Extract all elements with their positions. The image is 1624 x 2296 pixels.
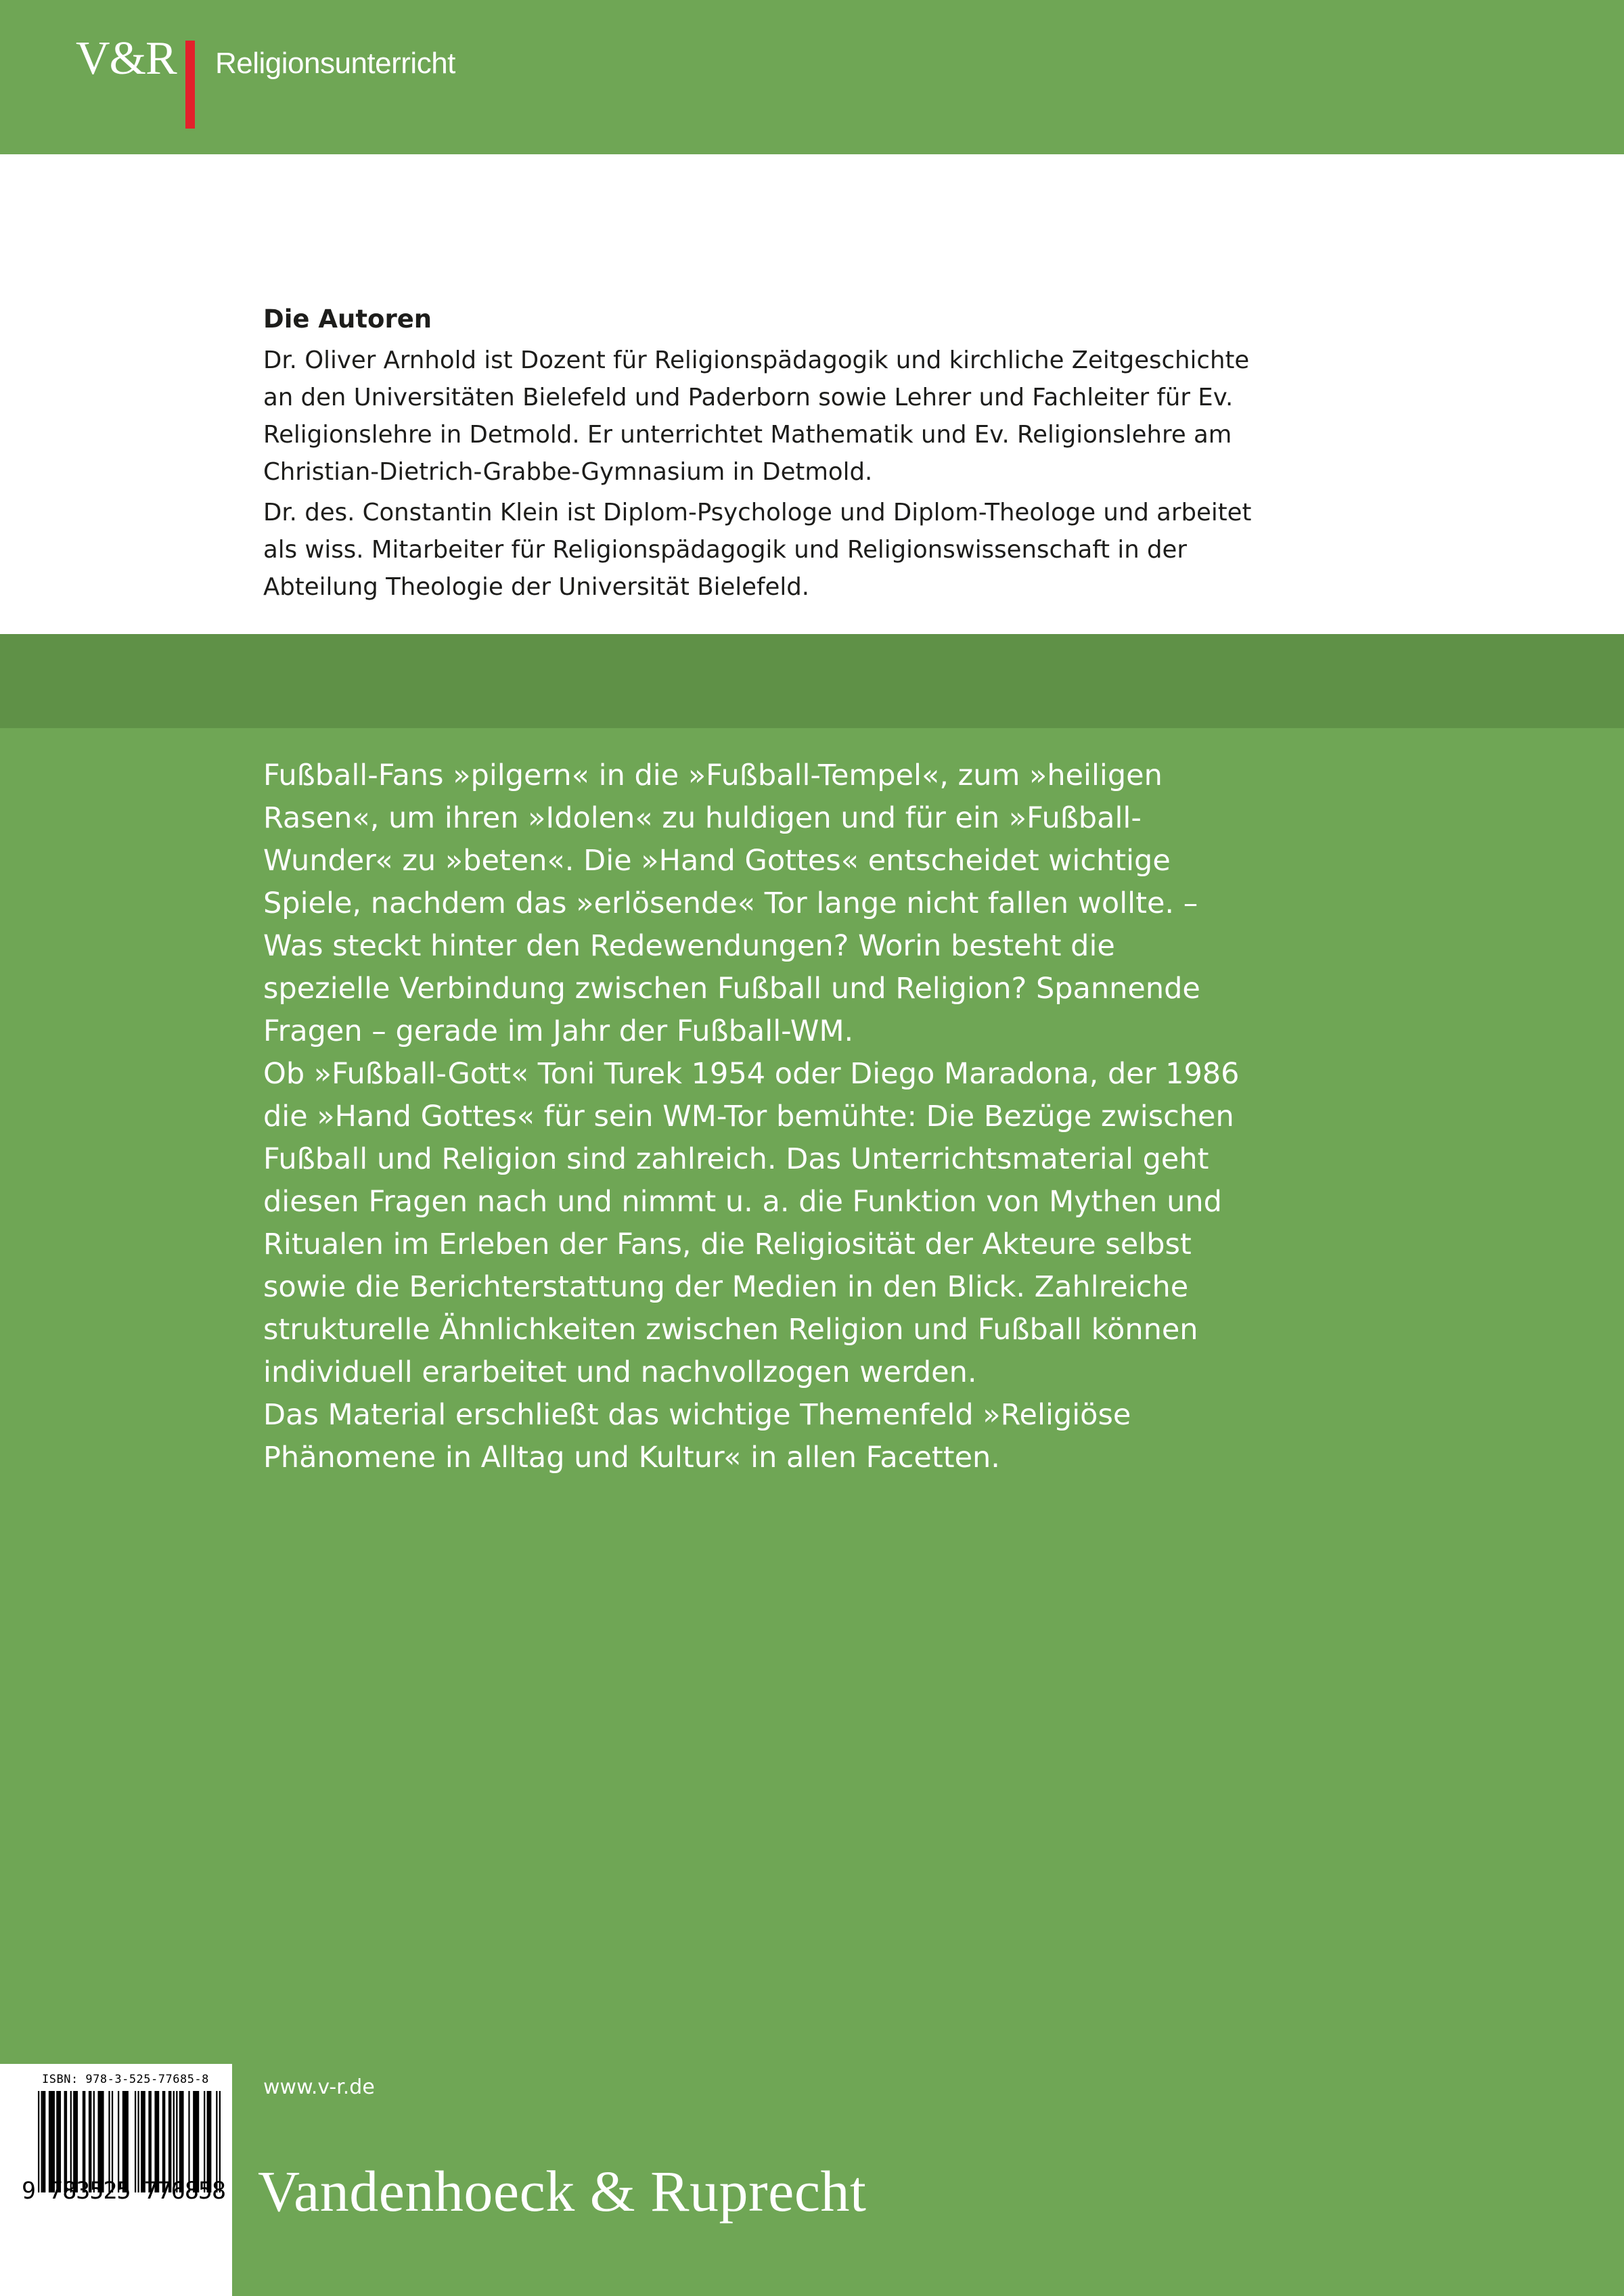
divider-band [0,634,1624,728]
author-bio-klein: Dr. des. Constantin Klein ist Diplom-Psychologe und Diplom-Theologe und arbeitet als wiss. Mitarbeiter für Religionspädagogik und Religionswissenschaft in der Abteilung Theologie der Universität Bielefeld. [263,499,1252,601]
website-link[interactable]: www.v-r.de [263,2075,375,2099]
description-paragraph: Das Material erschließt das wichtige Themenfeld »Religiöse Phänomene in Alltag und Kultur« in allen Facetten. [263,1398,1131,1475]
author-bio-arnhold: Dr. Oliver Arnhold ist Dozent für Religionspädagogik und kirchliche Zeitgeschichte an den Universitäten Bielefeld und Paderborn sowie Lehrer und Fachleiter für Ev. Religionslehre in Detmold. Er unterrichtet Mathematik und Ev. Religionslehre am Christian-Dietrich-Grabbe-Gymnasium in Detmold. [263,346,1250,486]
authors-heading: Die Autoren [263,305,432,334]
logo-divider-bar [185,41,195,129]
isbn-label: ISBN: 978-3-525-77685-8 [42,2073,209,2086]
barcode-digits: 9 783525 776858 [22,2178,226,2205]
description-paragraph: Fußball-Fans »pilgern« in die »Fußball-Tempel«, zum »heiligen Rasen«, um ihren »Idolen« zu huldigen und für ein »Fußball-Wunder« zu »beten«. Die »Hand Gottes« entscheidet wichtige Spiele, nachdem das »erlösende« Tor lange nicht fallen wollte. – Was steckt hinter den Redewendungen? Worin besteht die spezielle Verbindung zwischen Fußball und Religion? Spannende Fragen – gerade im Jahr der Fußball-WM. [263,759,1200,1048]
book-description [263,755,1251,1479]
vr-logo: V&R [76,32,177,85]
description-paragraph: Ob »Fußball-Gott« Toni Turek 1954 oder Diego Maradona, der 1986 die »Hand Gottes« für sein WM-Tor bemühte: Die Bezüge zwischen Fußball und Religion sind zahlreich. Das Unterrichtsmaterial geht diesen Fragen nach und nimmt u. a. die Funktion von Mythen und Ritualen im Erleben der Fans, die Religiosität der Akteure selbst sowie die Berichterstattung der Medien in den Blick. Zahlreiche strukturelle Ähnlichkeiten zwischen Religion und Fußball können individuell erarbeitet und nachvollzogen werden. [263,1057,1240,1389]
series-title: Religionsunterricht [215,47,455,80]
publisher-name: Vandenhoeck & Ruprecht [258,2159,867,2224]
